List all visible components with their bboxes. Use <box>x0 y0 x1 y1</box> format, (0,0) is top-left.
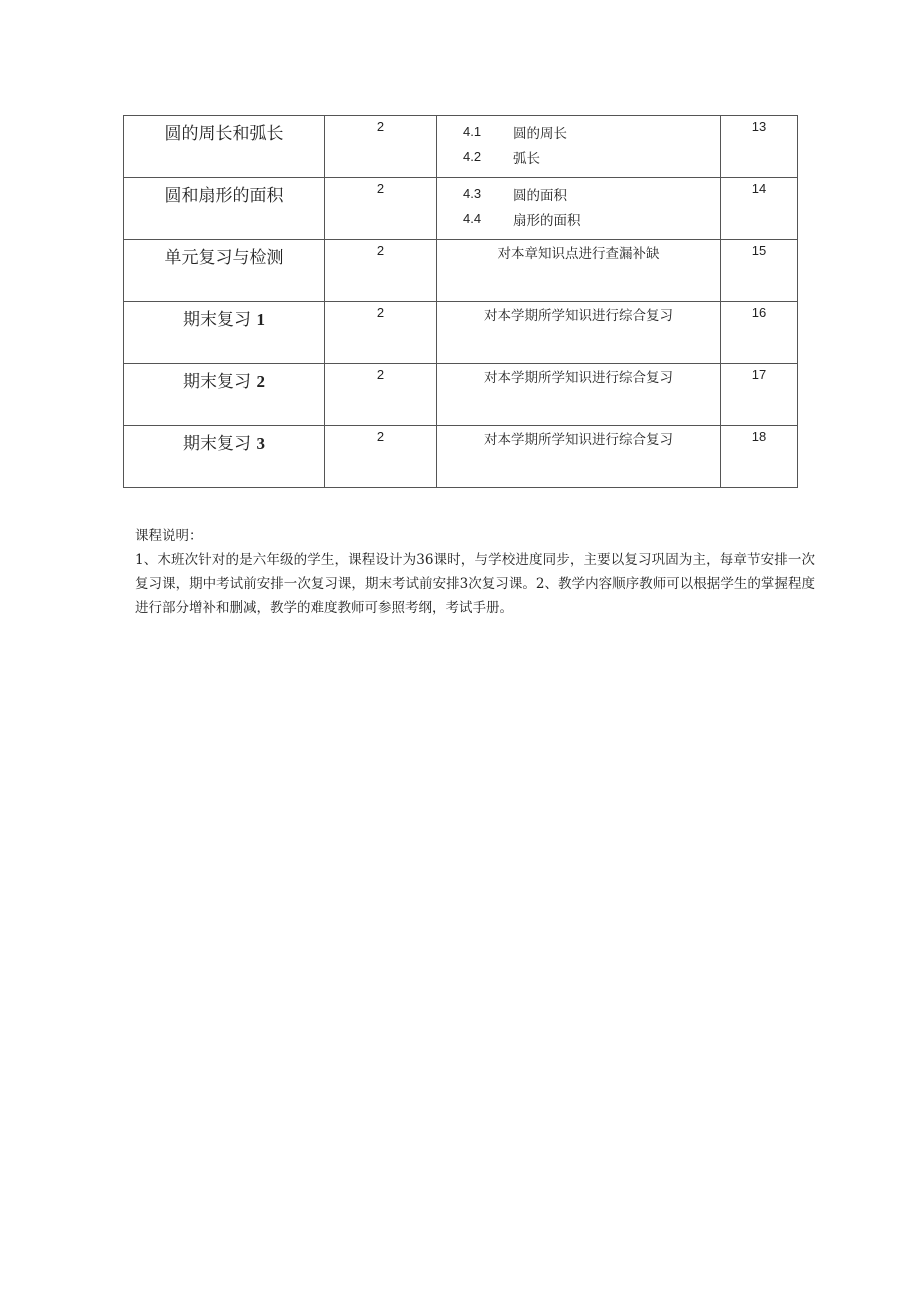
lesson-title: 圆和扇形的面积 <box>164 186 284 206</box>
week-number: 16 <box>751 305 767 320</box>
table-row <box>124 116 798 178</box>
subtopic-number: 4.1 <box>463 124 482 139</box>
week-number: 15 <box>751 243 767 258</box>
lesson-hours: 2 <box>376 367 385 382</box>
subtopic-number: 4.3 <box>463 186 482 201</box>
hours-cell <box>325 178 437 240</box>
lesson-title-number: 2 <box>256 372 265 391</box>
hours-cell <box>325 364 437 426</box>
lesson-title-cell <box>124 364 325 426</box>
hours-cell <box>325 426 437 488</box>
content-text: 对本学期所学知识进行综合复习 <box>484 370 673 386</box>
week-number: 18 <box>751 429 767 444</box>
lesson-title: 单元复习与检测 <box>164 248 284 268</box>
week-number: 14 <box>751 181 767 196</box>
week-cell <box>721 116 798 178</box>
subtopic-text: 圆的周长 <box>513 125 567 142</box>
week-cell <box>721 426 798 488</box>
lesson-hours: 2 <box>376 429 385 444</box>
subtopic-text: 弧长 <box>513 150 540 167</box>
lesson-title-cell <box>124 426 325 488</box>
lesson-title-cell <box>124 178 325 240</box>
content-text: 对本学期所学知识进行综合复习 <box>484 432 673 448</box>
table-row <box>124 178 798 240</box>
notes-heading: 课程说明： <box>135 528 203 544</box>
week-cell <box>721 240 798 302</box>
subtopic-text: 扇形的面积 <box>513 212 581 229</box>
subtopic-line <box>437 119 720 144</box>
content-cell <box>437 364 721 426</box>
content-cell <box>437 426 721 488</box>
notes-body: 1、木班次针对的是六年级的学生，课程设计为36课时，与学校进度同步，主要以复习巩固为主，每章节安排一次复习课，期中考试前安排一次复习课，期末考试前安排3次复习课。2、教学内容顺序教师可以根据学生的掌握程度进行部分增补和删减，教学的难度教师可参照考纲，考试手册。 <box>135 552 815 616</box>
subtopic-line <box>437 144 720 169</box>
table-row <box>124 240 798 302</box>
table-row <box>124 364 798 426</box>
hours-cell <box>325 116 437 178</box>
content-cell <box>437 178 721 240</box>
content-cell <box>437 302 721 364</box>
subtopic-text: 圆的面积 <box>513 187 567 204</box>
schedule-table <box>123 115 798 488</box>
course-notes <box>135 524 815 620</box>
lesson-hours: 2 <box>376 305 385 320</box>
lesson-hours: 2 <box>376 181 385 196</box>
subtopic-number: 4.4 <box>463 211 482 226</box>
lesson-hours: 2 <box>376 119 385 134</box>
lesson-title: 期末复习 <box>183 434 252 454</box>
week-cell <box>721 364 798 426</box>
week-cell <box>721 302 798 364</box>
lesson-title-number: 1 <box>256 310 265 329</box>
content-cell <box>437 240 721 302</box>
subtopic-line <box>437 206 720 231</box>
lesson-title-cell <box>124 116 325 178</box>
lesson-title: 期末复习 <box>183 372 252 392</box>
content-text: 对本学期所学知识进行综合复习 <box>484 308 673 324</box>
content-text: 对本章知识点进行查漏补缺 <box>497 246 660 262</box>
lesson-hours: 2 <box>376 243 385 258</box>
subtopic-line <box>437 181 720 206</box>
lesson-title-cell <box>124 240 325 302</box>
table-row <box>124 302 798 364</box>
week-number: 17 <box>751 367 767 382</box>
subtopic-number: 4.2 <box>463 149 482 164</box>
table-row <box>124 426 798 488</box>
hours-cell <box>325 240 437 302</box>
hours-cell <box>325 302 437 364</box>
week-number: 13 <box>751 119 767 134</box>
content-cell <box>437 116 721 178</box>
lesson-title: 期末复习 <box>183 310 252 330</box>
week-cell <box>721 178 798 240</box>
lesson-title-cell <box>124 302 325 364</box>
lesson-title: 圆的周长和弧长 <box>164 124 284 144</box>
lesson-title-number: 3 <box>256 434 265 453</box>
